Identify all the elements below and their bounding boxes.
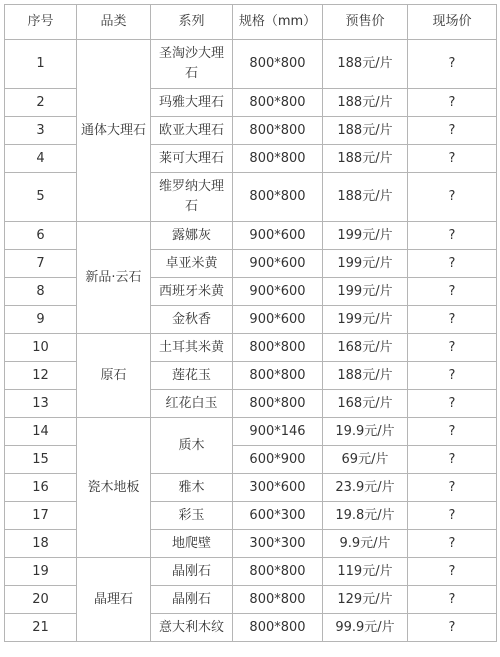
table-row (5, 418, 497, 446)
cell-no: 8 (5, 278, 77, 306)
cell-presale: 23.9元/片 (323, 474, 408, 502)
cell-no: 10 (5, 334, 77, 362)
cell-spec: 900*600 (233, 250, 323, 278)
cell-spec: 300*600 (233, 474, 323, 502)
category-cell: 原石 (77, 334, 151, 418)
cell-series: 莲花玉 (151, 362, 233, 390)
cell-spec: 600*300 (233, 502, 323, 530)
header-series: 系列 (151, 5, 233, 40)
cell-spec: 800*800 (233, 145, 323, 173)
cell-onsite: ? (408, 117, 497, 145)
cell-onsite: ? (408, 502, 497, 530)
header-presale: 预售价 (323, 5, 408, 40)
price-table (4, 4, 497, 642)
cell-presale: 188元/片 (323, 362, 408, 390)
cell-series: 晶刚石 (151, 586, 233, 614)
cell-series: 西班牙米黄 (151, 278, 233, 306)
cell-onsite: ? (408, 530, 497, 558)
cell-series: 圣淘沙大理石 (151, 40, 233, 89)
cell-spec: 800*800 (233, 614, 323, 642)
cell-presale: 19.8元/片 (323, 502, 408, 530)
cell-no: 5 (5, 173, 77, 222)
cell-series: 维罗纳大理石 (151, 173, 233, 222)
cell-spec: 800*800 (233, 362, 323, 390)
cell-presale: 9.9元/片 (323, 530, 408, 558)
cell-onsite: ? (408, 145, 497, 173)
cell-onsite: ? (408, 446, 497, 474)
header-no: 序号 (5, 5, 77, 40)
cell-series: 意大利木纹 (151, 614, 233, 642)
cell-series: 红花白玉 (151, 390, 233, 418)
cell-spec: 600*900 (233, 446, 323, 474)
cell-onsite: ? (408, 222, 497, 250)
cell-series: 露娜灰 (151, 222, 233, 250)
cell-presale: 199元/片 (323, 222, 408, 250)
cell-series: 金秋香 (151, 306, 233, 334)
cell-no: 19 (5, 558, 77, 586)
cell-presale: 199元/片 (323, 278, 408, 306)
cell-no: 2 (5, 89, 77, 117)
cell-presale: 19.9元/片 (323, 418, 408, 446)
table-row (5, 222, 497, 250)
cell-series: 雅木 (151, 474, 233, 502)
cell-spec: 800*800 (233, 558, 323, 586)
cell-spec: 800*800 (233, 586, 323, 614)
cell-onsite: ? (408, 418, 497, 446)
cell-presale: 188元/片 (323, 89, 408, 117)
cell-onsite: ? (408, 390, 497, 418)
cell-onsite: ? (408, 89, 497, 117)
cell-onsite: ? (408, 278, 497, 306)
cell-onsite: ? (408, 474, 497, 502)
category-cell: 瓷木地板 (77, 418, 151, 558)
cell-no: 3 (5, 117, 77, 145)
cell-no: 7 (5, 250, 77, 278)
cell-spec: 900*600 (233, 278, 323, 306)
cell-series: 彩玉 (151, 502, 233, 530)
cell-no: 15 (5, 446, 77, 474)
cell-spec: 800*800 (233, 334, 323, 362)
header-spec: 规格（mm） (233, 5, 323, 40)
cell-no: 21 (5, 614, 77, 642)
cell-no: 6 (5, 222, 77, 250)
cell-presale: 168元/片 (323, 334, 408, 362)
cell-presale: 119元/片 (323, 558, 408, 586)
cell-no: 14 (5, 418, 77, 446)
cell-presale: 188元/片 (323, 40, 408, 89)
cell-presale: 188元/片 (323, 173, 408, 222)
cell-onsite: ? (408, 40, 497, 89)
cell-series: 莱可大理石 (151, 145, 233, 173)
cell-series: 晶刚石 (151, 558, 233, 586)
cell-presale: 199元/片 (323, 250, 408, 278)
cell-onsite: ? (408, 558, 497, 586)
cell-onsite: ? (408, 362, 497, 390)
cell-presale: 199元/片 (323, 306, 408, 334)
cell-presale: 188元/片 (323, 145, 408, 173)
cell-series: 卓亚米黄 (151, 250, 233, 278)
cell-no: 4 (5, 145, 77, 173)
cell-onsite: ? (408, 173, 497, 222)
cell-no: 12 (5, 362, 77, 390)
cell-presale: 99.9元/片 (323, 614, 408, 642)
cell-presale: 129元/片 (323, 586, 408, 614)
category-cell: 新品·云石 (77, 222, 151, 334)
cell-no: 1 (5, 40, 77, 89)
cell-spec: 900*146 (233, 418, 323, 446)
cell-spec: 900*600 (233, 222, 323, 250)
header-onsite: 现场价 (408, 5, 497, 40)
table-row (5, 334, 497, 362)
cell-presale: 188元/片 (323, 117, 408, 145)
cell-spec: 800*800 (233, 117, 323, 145)
cell-spec: 800*800 (233, 89, 323, 117)
cell-onsite: ? (408, 614, 497, 642)
cell-no: 13 (5, 390, 77, 418)
cell-onsite: ? (408, 334, 497, 362)
header-category: 品类 (77, 5, 151, 40)
category-cell: 通体大理石 (77, 40, 151, 222)
cell-series: 玛雅大理石 (151, 89, 233, 117)
cell-spec: 800*800 (233, 173, 323, 222)
category-cell: 晶理石 (77, 558, 151, 642)
cell-no: 17 (5, 502, 77, 530)
cell-no: 20 (5, 586, 77, 614)
cell-no: 18 (5, 530, 77, 558)
cell-no: 16 (5, 474, 77, 502)
table-row (5, 558, 497, 586)
cell-presale: 168元/片 (323, 390, 408, 418)
cell-series: 欧亚大理石 (151, 117, 233, 145)
cell-series: 质木 (151, 418, 233, 474)
cell-no: 9 (5, 306, 77, 334)
cell-onsite: ? (408, 586, 497, 614)
cell-presale: 69元/片 (323, 446, 408, 474)
cell-spec: 800*800 (233, 40, 323, 89)
cell-spec: 900*600 (233, 306, 323, 334)
cell-onsite: ? (408, 306, 497, 334)
cell-series: 地爬壁 (151, 530, 233, 558)
cell-series: 土耳其米黄 (151, 334, 233, 362)
header-row (5, 5, 497, 40)
cell-spec: 300*300 (233, 530, 323, 558)
table-row (5, 40, 497, 89)
cell-onsite: ? (408, 250, 497, 278)
cell-spec: 800*800 (233, 390, 323, 418)
